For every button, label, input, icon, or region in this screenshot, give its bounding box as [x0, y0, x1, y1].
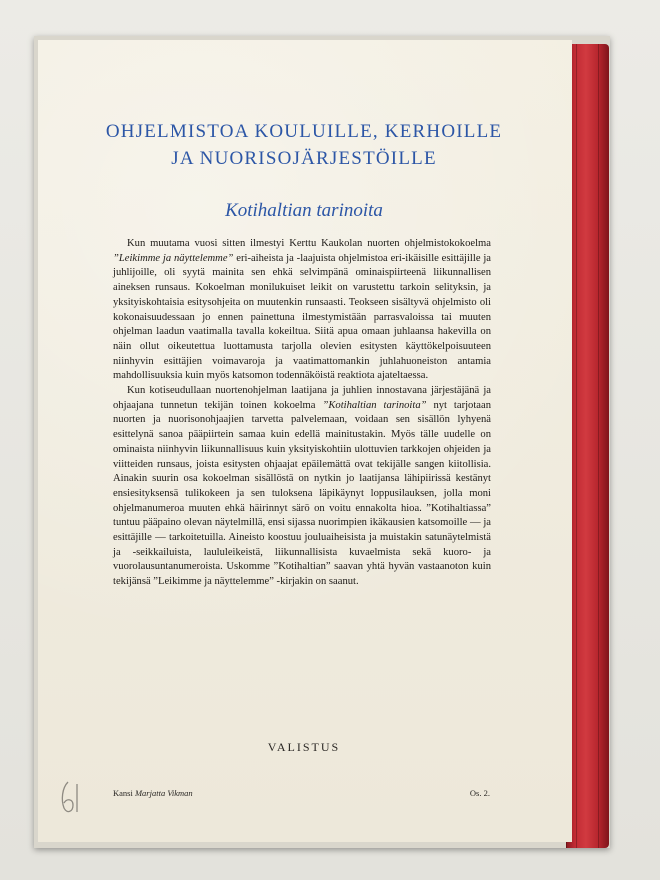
book-spine — [566, 44, 609, 848]
text-run: Kun muutama vuosi sitten ilmestyi Kerttu Kaukolan nuorten ohjelmistokokoelma — [127, 238, 491, 249]
credit-label: Kansi — [113, 788, 133, 798]
blurb-paragraph-2 — [113, 384, 491, 590]
text-run: nyt tarjotaan nuorten ja nuorisonohjaajien tarvetta palvelemaan, voidaan sen sisällön lyhyenä esittelynä sanoa pääpiirtein samaa kuin edellä mainitustakin. Myös tälle uudelle on ominaista niinhyvin liikunnallisuus kuin yksityiskohtiin ulottuvien tarkkojen ohjeiden ja viitteiden runsaus, joista esitysten ohjaajat epäilemättä ovat tekijälle sangen kiitollisia. Ainakin suurin osa kokoelman sisällöstä on nytkin jo laatijansa lähipiirissä kestänyt ensiesityksensä tulikokeen ja sen tuloksena läpikäynyt loppusilauksen, jolla moni ohjelmanumeroa muuten ehkä häirinnyt särö on voitu ennakolta hioa. ”Kotihaltiassa” tuntuu pääpaino olevan näytelmillä, ensi sijassa nuorimpien ikäkausien katsomoille — ja esittäjille — tarkoitetuilla. Aineisto koostuu jouluaiheisista ja muistakin satunäytelmistä ja -seikkailuista, laululeikeistä, liikunnallisista kuvaelmista sekä kuoro- ja vuorolausuntanumeroista. Uskomme ”Kotihaltian” saavan yhtä hyvän vastaanoton kuin tekijänsä ”Leikimme ja näyttelemme” -kirjakin on saanut. — [113, 399, 491, 588]
pencil-mark-icon — [58, 778, 84, 818]
text-run: Kun kotiseudullaan nuortenohjelman laatijana ja juhlien innostavana järjestäjänä ja ohjaajana tunnetun tekijän toinen kokoelma — [113, 385, 491, 411]
italic-title: ”Leikimme ja näyttelemme” — [113, 252, 234, 264]
spine-groove — [598, 44, 599, 848]
blurb-text — [113, 237, 491, 590]
text-run: eri-aiheista ja -laajuista ohjelmistoa eri-ikäisille esittäjille ja juhlijoille, oli syytä mainita sen ehkä selvimpänä ominaispiirteenä liikunnallisen aineksen runsaus. Kokoelman monilukuiset leikit on varustettu tarkoin selityksin, ja yksityiskohtaisia esitysohjeita on muutenkin runsaasti. Teokseen sisältyvä ohjelmisto oli kokonaisuudessaan jo ennen painettuna ilmestymistään parrasvaloissa tai muuten ohjelman laadun vaatimalla tavalla kokeiltua. Siitä apua omaan juhlaansa hakevilla on näin ollut oikeutettua luottamusta tarjolla olevien esitysten käyttökelpoisuuteen niinhyvin esittäjien voimavaroja ja vaatimattomankin juhlahuoneiston antamia mahdollisuuksia kuin myös katsomon todennäköistä reaktiota ajateltaessa. — [113, 252, 492, 382]
book-title: Kotihaltian tarinoita — [225, 200, 383, 221]
cover-credit — [113, 788, 193, 798]
heading-line-2: JA NUORISOJÄRJESTÖILLE — [171, 148, 437, 169]
blurb-paragraph-1 — [113, 237, 491, 384]
price-code: Os. 2. — [469, 788, 490, 798]
heading-line-1: OHJELMISTOA KOULUILLE, KERHOILLE — [105, 121, 503, 142]
italic-title: ”Kotihaltian tarinoita” — [322, 399, 427, 411]
publisher-name: VALISTUS — [267, 740, 341, 754]
spine-groove — [576, 44, 577, 848]
credit-artist: Marjatta Vikman — [134, 788, 193, 798]
